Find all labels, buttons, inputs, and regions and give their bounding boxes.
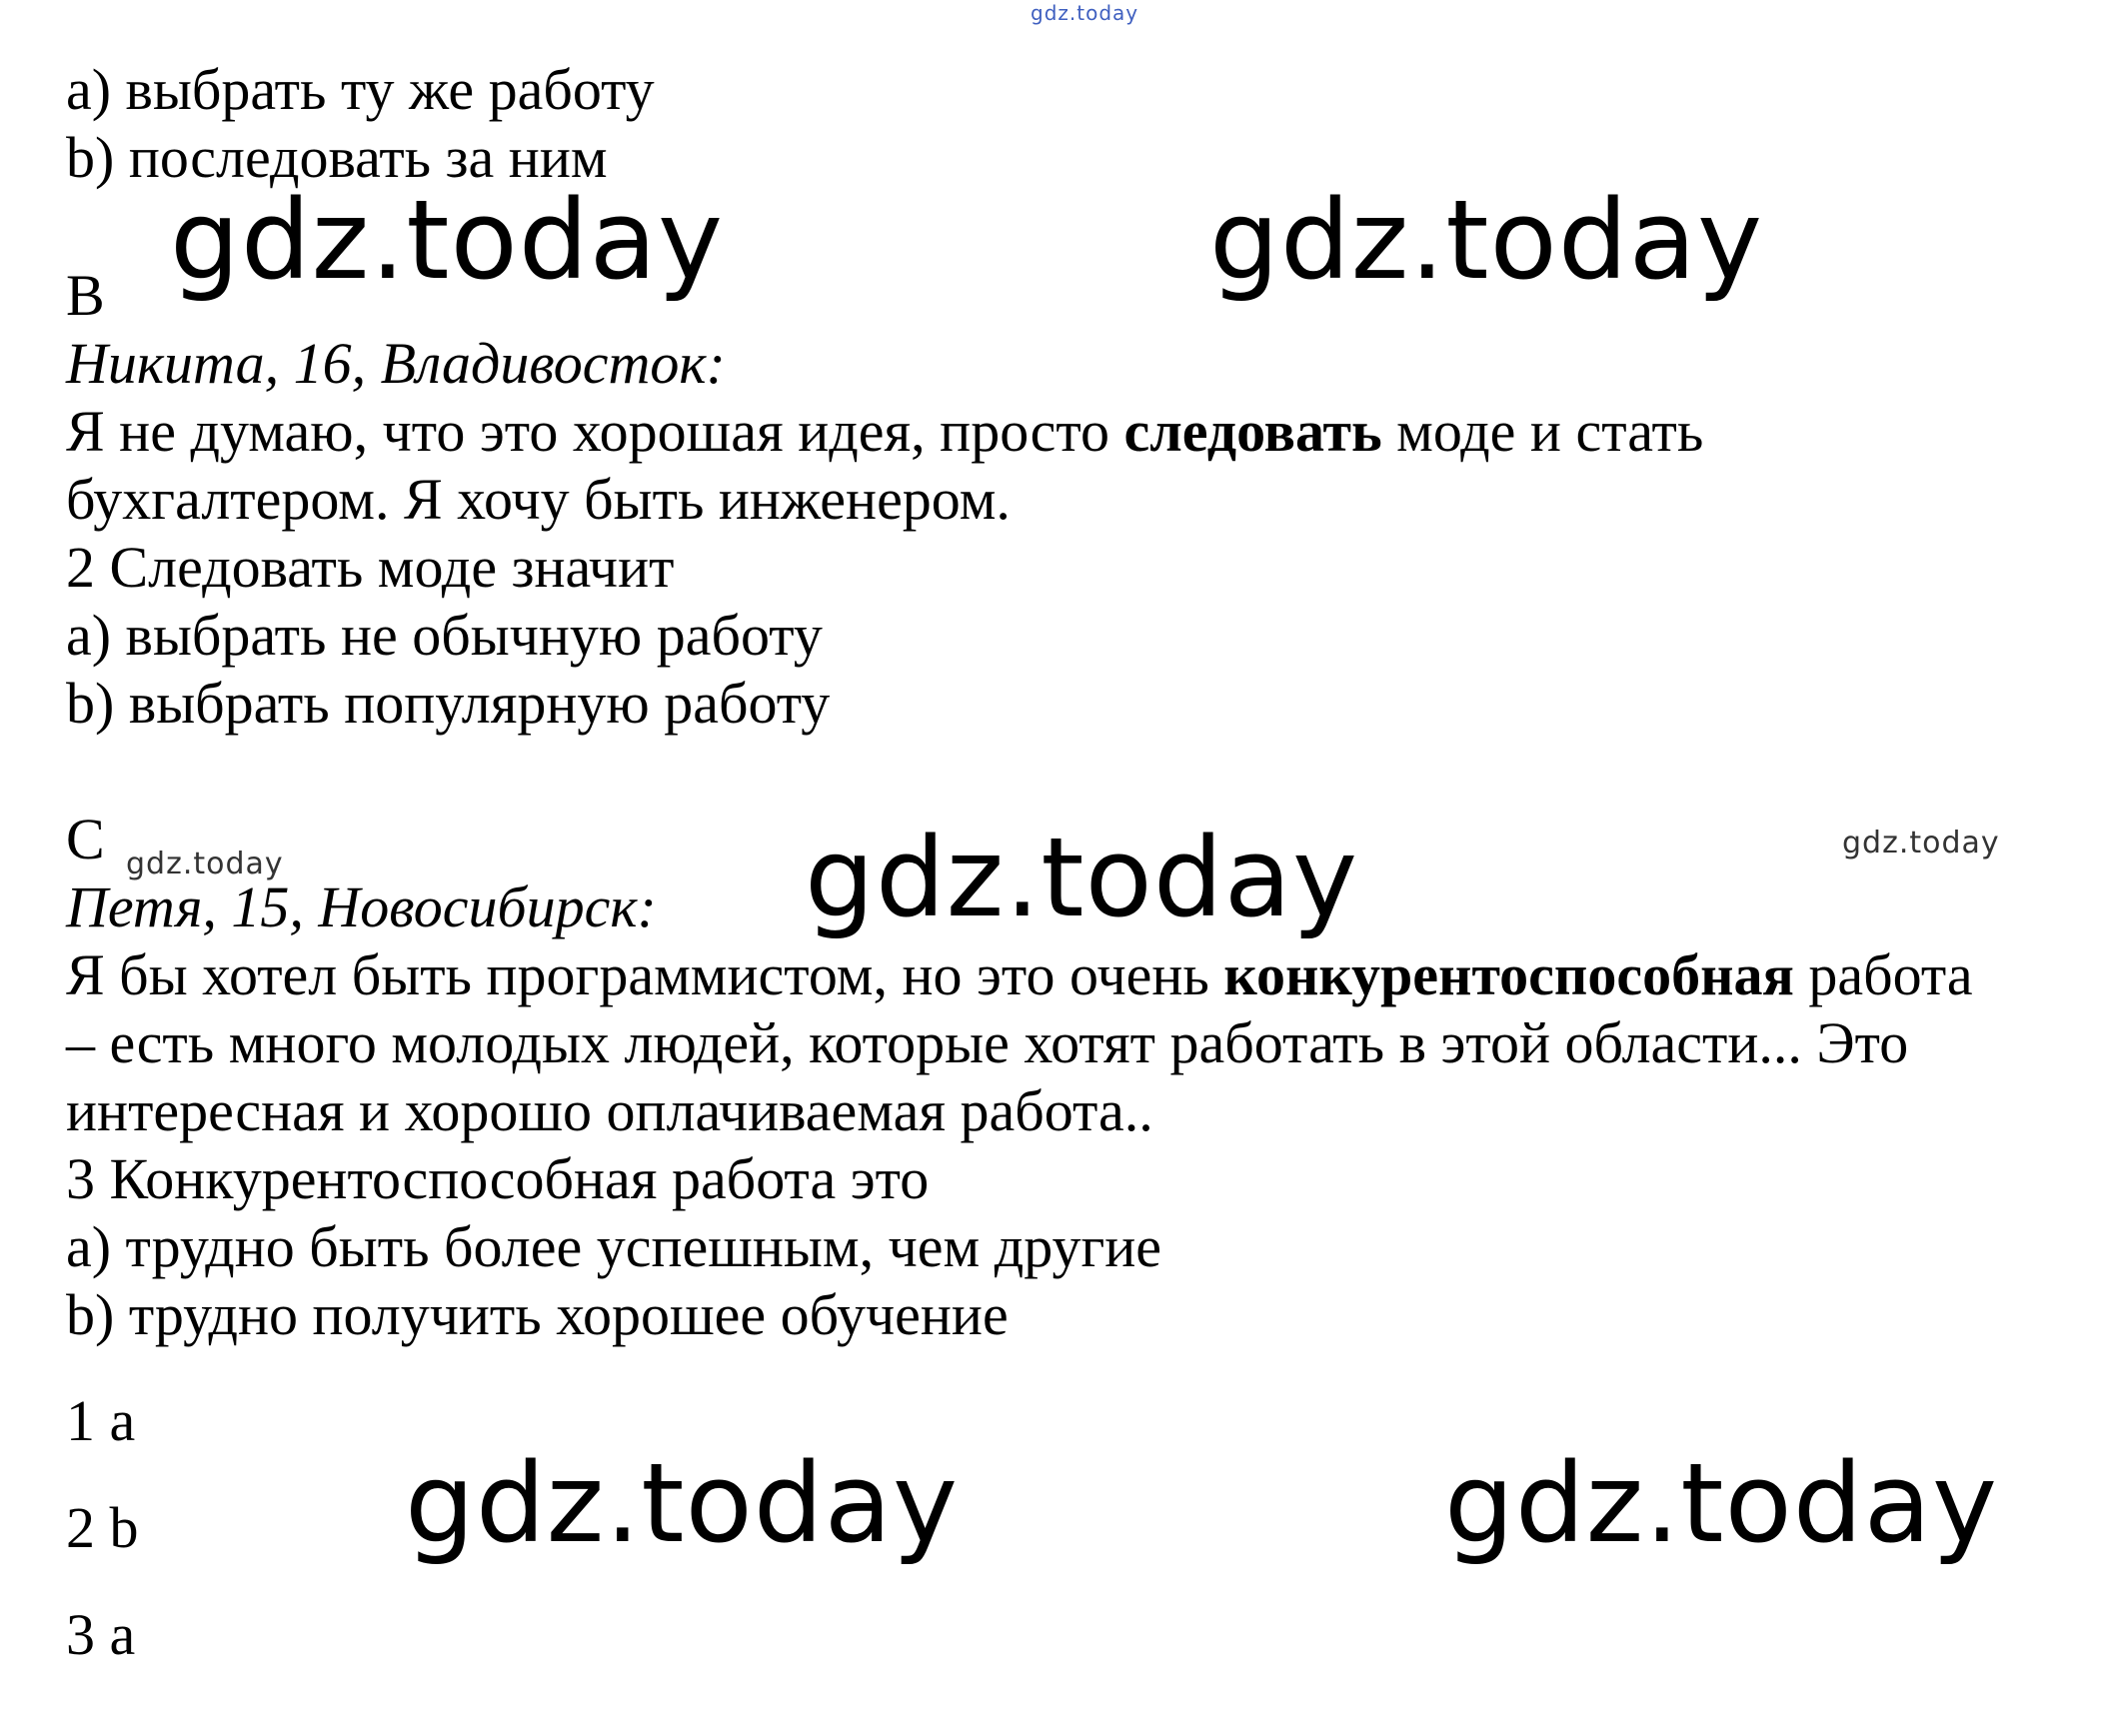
- section-c-text-2: – есть много молодых людей, которые хотят работать в этой области... Это: [66, 1010, 1909, 1075]
- section-b-question: 2 Следовать моде значит: [66, 535, 675, 600]
- answer-2: 2 b: [66, 1495, 139, 1560]
- option-b-2: b) выбрать популярную работу: [66, 671, 831, 736]
- section-b-text-2: бухгалтером. Я хочу быть инженером.: [66, 467, 1011, 532]
- option-b-1: b) последовать за ним: [66, 125, 608, 190]
- watermark-large-2: gdz.today: [1209, 176, 1764, 304]
- section-c-keyword: конкурентоспособная: [1223, 942, 1794, 1007]
- option-a-1: a) выбрать ту же работу: [66, 57, 655, 122]
- watermark-large-1: gdz.today: [170, 176, 725, 304]
- option-a-3: a) трудно быть более успешным, чем другие: [66, 1214, 1162, 1279]
- section-b-text-1: [66, 398, 1703, 466]
- section-c-text-3: интересная и хорошо оплачиваемая работа..: [66, 1078, 1153, 1143]
- answer-3: 3 a: [66, 1602, 136, 1667]
- section-c-text-1-before: Я бы хотел быть программистом, но это очень: [66, 942, 1224, 1007]
- section-b-keyword: следовать: [1123, 399, 1382, 464]
- watermark-large-4: gdz.today: [405, 1439, 960, 1567]
- section-c-text-1-after: работа: [1793, 942, 1973, 1007]
- section-b-text-1-after: моде и стать: [1381, 399, 1704, 464]
- section-b-letter: B: [66, 263, 105, 328]
- watermark-top: gdz.today: [1031, 1, 1139, 25]
- section-c-author: Петя, 15, Новосибирск:: [66, 874, 657, 939]
- watermark-large-5: gdz.today: [1444, 1439, 1999, 1567]
- section-b-author: Никита, 16, Владивосток:: [66, 331, 726, 396]
- section-c-question: 3 Конкурентоспособная работа это: [66, 1146, 930, 1211]
- answer-1: 1 a: [66, 1388, 136, 1453]
- watermark-small-2: gdz.today: [1842, 826, 2000, 861]
- section-b-text-1-before: Я не думаю, что это хорошая идея, просто: [66, 399, 1124, 464]
- watermark-large-3: gdz.today: [805, 814, 1359, 941]
- section-c-letter: C: [66, 807, 105, 871]
- option-a-2: a) выбрать не обычную работу: [66, 603, 823, 668]
- watermark-small-1: gdz.today: [126, 847, 284, 881]
- section-c-text-1: [66, 941, 1973, 1009]
- option-b-3: b) трудно получить хорошее обучение: [66, 1282, 1009, 1347]
